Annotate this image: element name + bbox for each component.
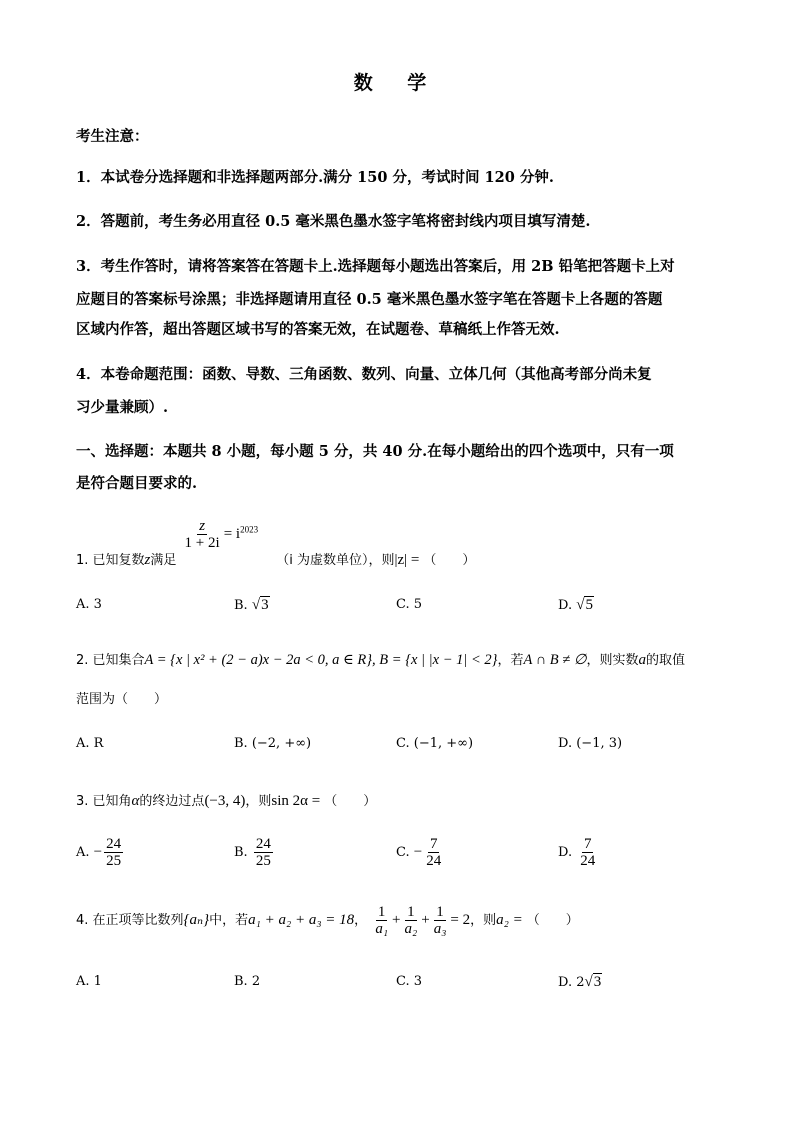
q3-var: α bbox=[131, 793, 140, 809]
q3-point: (−3, 4) bbox=[204, 793, 246, 809]
q2-option-a: A. R bbox=[76, 736, 104, 751]
question-3 bbox=[76, 790, 376, 810]
q3-option-a-sign: − bbox=[93, 844, 103, 860]
q2-line2: 范围为（ ） bbox=[76, 692, 168, 707]
frac-num: 7 bbox=[583, 836, 592, 852]
q2-option-d: D. (−1, 3) bbox=[558, 736, 623, 751]
frac-num: 1 bbox=[377, 904, 386, 920]
frac-den: 24 bbox=[580, 853, 596, 869]
page-title: 数 学 bbox=[353, 72, 441, 94]
frac-num: 1 bbox=[407, 904, 415, 920]
q2-text-tail: 的取值 bbox=[646, 653, 686, 668]
q3-option-a bbox=[76, 836, 125, 869]
q1-text-post: （i 为虚数单位），则 bbox=[276, 553, 395, 568]
notice-line: 习少量兼顾）. bbox=[76, 399, 169, 416]
q4-recip-2 bbox=[403, 904, 420, 937]
notice-line: 3．考生作答时，请将答案答在答题卡上.选择题每小题选出答案后，用 2B 铅笔把答题卡上对 bbox=[76, 258, 675, 275]
q1-answer-paren: （ ） bbox=[423, 553, 476, 568]
q1-text-mid: 满足 bbox=[150, 553, 177, 568]
q3-option-c-sign: − bbox=[413, 844, 423, 860]
notice-line: 1．本试卷分选择题和非选择题两部分.满分 150 分，考试时间 120 分钟. bbox=[76, 169, 554, 186]
frac-num: 7 bbox=[429, 836, 438, 852]
notice-line: 区域内作答，超出答题区域书写的答案无效，在试题卷、草稿纸上作答无效. bbox=[76, 321, 560, 338]
sqrt-symbol: √5 bbox=[576, 597, 593, 613]
q4-sequence: {aₙ} bbox=[183, 912, 210, 928]
q1-option-b-label: B. bbox=[234, 598, 248, 613]
section-heading: 是符合题目要求的. bbox=[76, 475, 198, 492]
notice-line: 4．本卷命题范围：函数、导数、三角函数、数列、向量、立体几何（其他高考部分尚未复 bbox=[76, 366, 652, 383]
q2-sets: A = {x | x² + (2 − a)x − 2a < 0, a ∈ R}, B = {x | |x − 1| < 2} bbox=[144, 652, 498, 668]
section-heading: 一、选择题：本题共 8 小题，每小题 5 分，共 40 分.在每小题给出的四个选项中，只有一项 bbox=[76, 443, 674, 460]
frac-den: 24 bbox=[426, 853, 442, 869]
q3-option-b bbox=[234, 836, 275, 869]
notice-line: 2．答题前，考生务必用直径 0.5 毫米黑色墨水签字笔将密封线内项目填写清楚. bbox=[76, 213, 591, 230]
q3-option-b-label: B. bbox=[234, 845, 248, 860]
q4-option-d-radicand: 3 bbox=[593, 974, 602, 990]
q1-option-b-radicand: 3 bbox=[261, 597, 269, 613]
notice-heading: 考生注意： bbox=[76, 128, 149, 145]
frac-den: 25 bbox=[255, 853, 271, 869]
q1-option-d bbox=[558, 597, 594, 614]
q1-frac-den: 1 + 2i bbox=[184, 535, 220, 551]
q2-text-mid: ，若 bbox=[497, 653, 524, 668]
q3-text-post: ，则 bbox=[245, 794, 272, 809]
q1-eq: = i bbox=[223, 526, 241, 542]
q2-text-post: ，则实数 bbox=[586, 653, 639, 668]
q4-sum: a₁ + a₂ + a₃ = 18 bbox=[248, 912, 355, 928]
q1-option-d-radicand: 5 bbox=[585, 597, 593, 613]
question-4: 4. 在正项等比数列{aₙ}中，若a₁ + a₂ + a₃ = 18， $\frac{1}{\text{a₁}}$ + $\frac{1}{\text{a₂}}$ + $\frac{1}{\text{a₃}}$ = 2，则a₂ = （ ） bbox=[76, 904, 579, 937]
q1-abs: |z| = bbox=[394, 552, 420, 568]
frac-den: a₁ bbox=[375, 921, 389, 937]
q4-answer-paren: （ ） bbox=[526, 913, 579, 928]
q1-text: 1. 已知复数 bbox=[76, 553, 145, 568]
q4-option-a: A. 1 bbox=[76, 974, 102, 989]
q4-text-post: ，则 bbox=[470, 913, 497, 928]
q2-option-c: C. (−1, +∞) bbox=[396, 736, 474, 751]
q3-option-d-fraction bbox=[578, 836, 597, 869]
sqrt-symbol: √3 bbox=[251, 597, 269, 613]
q3-option-c-fraction bbox=[424, 836, 443, 869]
q4-text-mid: 中，若 bbox=[209, 913, 249, 928]
q1-fraction bbox=[183, 518, 222, 551]
q2-condition: A ∩ B ≠ ∅ bbox=[523, 652, 587, 668]
q3-text: 3. 已知角 bbox=[76, 794, 132, 809]
q3-option-c-label: C. bbox=[396, 845, 410, 860]
frac-num: 1 bbox=[436, 904, 444, 920]
q3-expression: sin 2α = bbox=[271, 793, 321, 809]
q3-option-b-fraction bbox=[254, 836, 273, 869]
notice-line: 应题目的答案标号涂黑；非选择题请用直径 0.5 毫米黑色墨水签字笔在答题卡上各题的答题 bbox=[76, 291, 663, 308]
q4-comma: ， bbox=[354, 913, 368, 928]
q4-option-c: C. 3 bbox=[396, 974, 423, 989]
q4-recip-1 bbox=[373, 904, 390, 937]
q3-option-a-fraction bbox=[104, 836, 123, 869]
q1-frac-num: z bbox=[199, 518, 206, 534]
q3-option-d bbox=[558, 836, 599, 869]
q3-option-a-label: A. bbox=[76, 845, 90, 860]
q2-text: 2. 已知集合 bbox=[76, 653, 145, 668]
frac-num: 24 bbox=[106, 836, 122, 852]
q1-var: z bbox=[144, 552, 151, 568]
q2-var: a bbox=[638, 652, 646, 668]
q3-answer-paren: （ ） bbox=[324, 794, 377, 809]
frac-num: 24 bbox=[255, 836, 271, 852]
q3-text-mid: 的终边过点 bbox=[139, 794, 205, 809]
q4-recip-3 bbox=[432, 904, 449, 937]
frac-den: 25 bbox=[106, 853, 122, 869]
frac-den: a₂ bbox=[404, 921, 418, 937]
frac-den: a₃ bbox=[433, 921, 447, 937]
q4-option-b: B. 2 bbox=[234, 974, 261, 989]
q1-exponent: 2023 bbox=[240, 524, 259, 535]
q1-option-a: A. 3 bbox=[76, 597, 102, 612]
sqrt-symbol: √3 bbox=[584, 974, 602, 990]
q3-option-d-label: D. bbox=[558, 845, 573, 860]
q1-option-c: C. 5 bbox=[396, 597, 423, 612]
q4-eq: = 2 bbox=[450, 912, 471, 928]
q2-option-b: B. (−2, +∞) bbox=[234, 736, 312, 751]
q4-ask: a₂ = bbox=[496, 912, 523, 928]
question-2 bbox=[76, 649, 685, 669]
q3-option-c bbox=[396, 836, 445, 869]
q4-text: 4. 在正项等比数列 bbox=[76, 913, 184, 928]
q1-option-b bbox=[234, 597, 270, 614]
q4-option-d-label: D. 2 bbox=[558, 975, 585, 990]
q4-option-d bbox=[558, 974, 602, 991]
question-1 bbox=[76, 518, 476, 568]
q1-option-d-label: D. bbox=[558, 598, 573, 613]
